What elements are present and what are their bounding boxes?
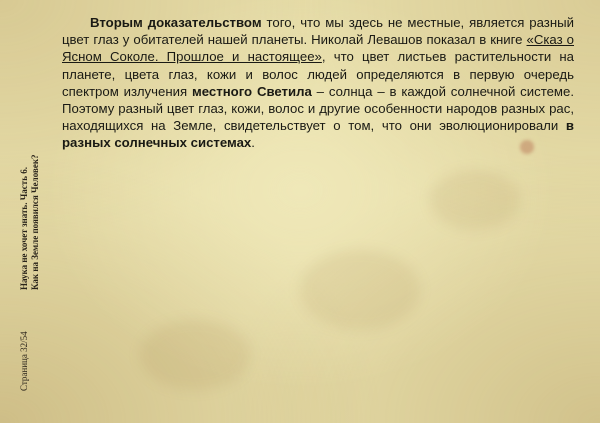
paragraph-text: , что цвет листьев растительности на планете, цвета глаз, кожи и волос людей определяются в первую очередь спектром излучения <box>62 49 575 99</box>
bold-text: местного Светила <box>192 83 312 99</box>
page-number-label: Страница 32/54 <box>19 331 29 391</box>
bold-text: в разных солнечных системах <box>62 118 574 151</box>
book-link[interactable]: «Сказ о Ясном Соколе. Прошлое и настоящее» <box>62 32 574 65</box>
paper-stain <box>300 250 420 330</box>
paragraph-text: того, что мы здесь не местные, является разный цвет глаз у обитателей нашей планеты. Николай Левашов показал в книге <box>62 15 574 48</box>
lead-bold-text: Вторым доказательством <box>90 15 262 30</box>
side-title-line: Наука не хочет знать. Часть 6. <box>19 167 29 290</box>
paper-stain <box>140 320 250 390</box>
paragraph <box>62 14 574 152</box>
main-text <box>62 0 574 152</box>
paragraph-text: – солнца – в каждой солнечной системе. Поэтому разный цвет глаз, кожи, волос и другие особенности народов разных рас, находящихся на Земле, свидетельствует о том, что они эволюционировали <box>62 83 575 134</box>
page-number <box>19 331 30 423</box>
paragraph-text: . <box>251 135 255 151</box>
paper-stain <box>430 170 520 230</box>
side-title-line: Как на Земле появился Человек? <box>30 154 40 290</box>
